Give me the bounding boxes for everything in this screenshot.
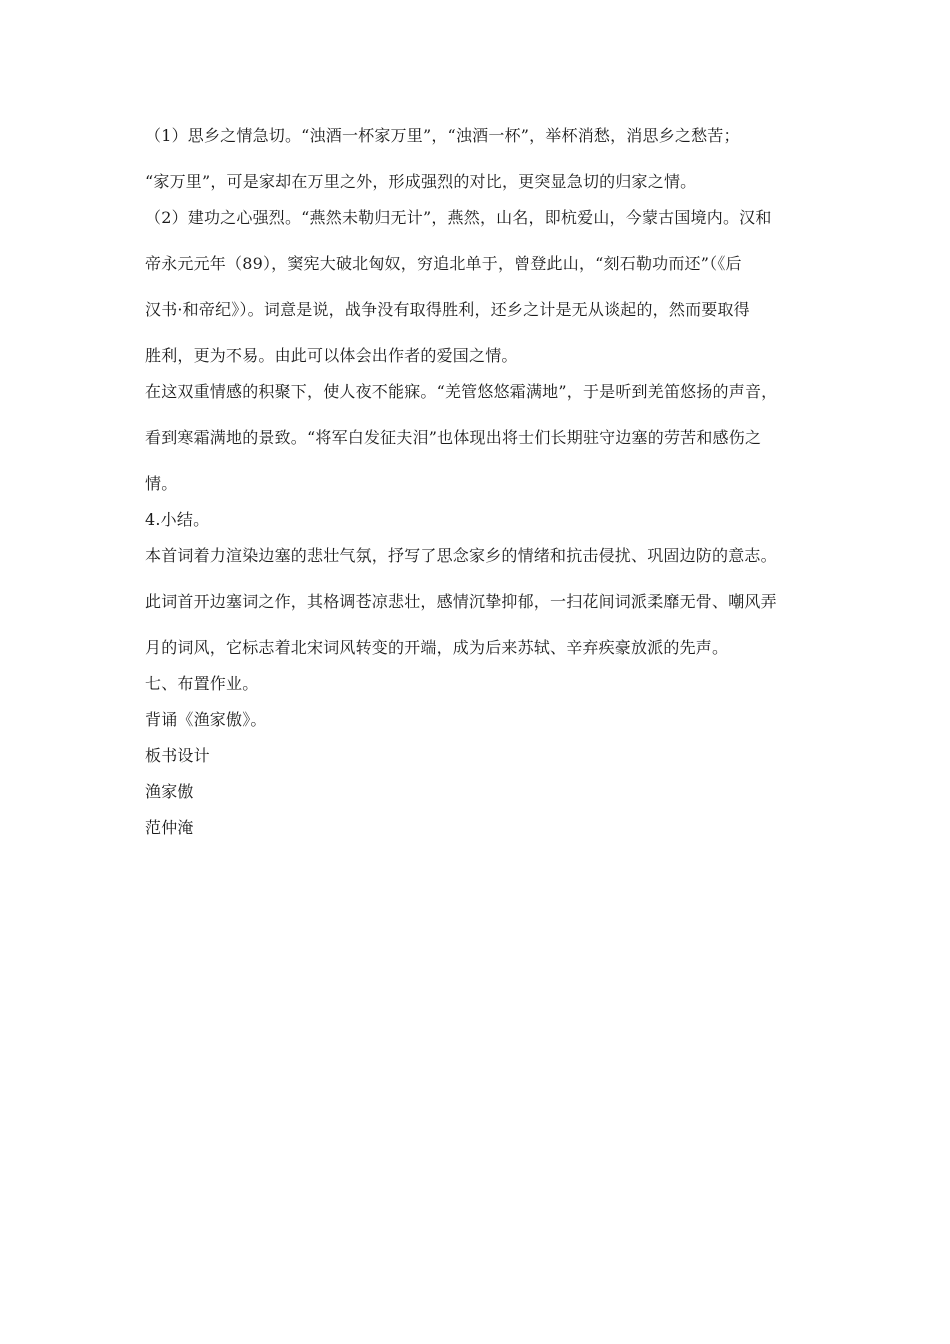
paragraph-line: 汉书·和帝纪》）。词意是说，战争没有取得胜利，还乡之计是无从谈起的，然而要取得 [145, 300, 750, 319]
paragraph-line: 看到寒霜满地的景致。“将军白发征夫泪”也体现出将士们长期驻守边塞的劳苦和感伤之 [145, 428, 762, 447]
paragraph-line: 本首词着力渲染边塞的悲壮气氛，抒写了思念家乡的情绪和抗击侵扰、巩固边防的意志。 [145, 546, 777, 565]
paragraph-line: （1）思乡之情急切。“浊酒一杯家万里”，“浊酒一杯”，举杯消愁，消思乡之愁苦； [145, 126, 740, 145]
document-body [145, 124, 810, 840]
section-heading: 4.小结。 [145, 510, 210, 529]
paragraph-line: 在这双重情感的积聚下，使人夜不能寐。“羌管悠悠霜满地”，于是听到羌笛悠扬的声音， [145, 382, 778, 401]
board-design-title: 渔家傲 [145, 782, 194, 801]
paragraph-line: “家万里”，可是家却在万里之外，形成强烈的对比，更突显急切的归家之情。 [145, 172, 697, 191]
paragraph-line: 帝永元元年（89），窦宪大破北匈奴，穷追北单于，曾登此山，“刻石勒功而还”（《后 [145, 254, 742, 273]
paragraph-line: 胜利，更为不易。由此可以体会出作者的爱国之情。 [145, 346, 518, 365]
paragraph-line: 月的词风，它标志着北宋词风转变的开端，成为后来苏轼、辛弃疾豪放派的先声。 [145, 638, 729, 657]
section-heading: 七、布置作业。 [145, 674, 259, 693]
paragraph-line: 背诵《渔家傲》。 [145, 710, 267, 729]
board-design-author: 范仲淹 [145, 818, 194, 837]
paragraph-line: （2）建功之心强烈。“燕然未勒归无计”，燕然，山名，即杭爱山，今蒙古国境内。汉和 [145, 208, 772, 227]
board-design-heading: 板书设计 [145, 746, 210, 765]
paragraph-line: 情。 [145, 474, 178, 493]
paragraph-line: 此词首开边塞词之作，其格调苍凉悲壮，感情沉挚抑郁，一扫花间词派柔靡无骨、嘲风弄 [145, 592, 777, 611]
